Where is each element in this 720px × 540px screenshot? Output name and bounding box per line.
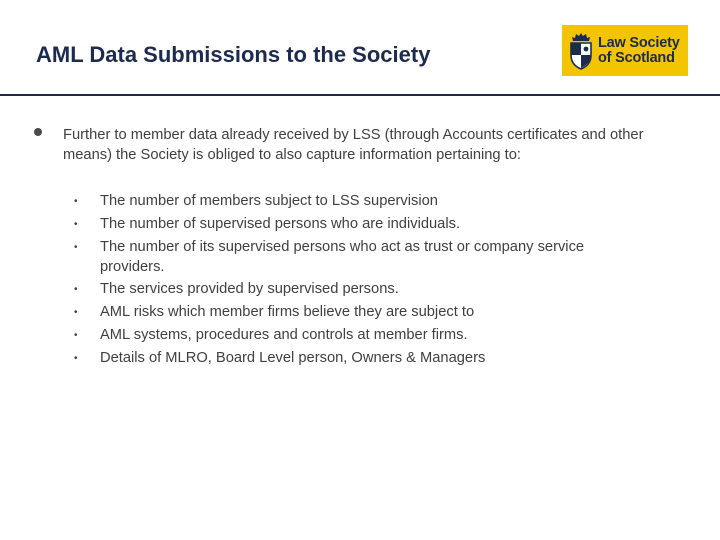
logo-line-2: of Scotland bbox=[598, 49, 675, 66]
sub-bullet-icon: • bbox=[74, 242, 78, 253]
logo-line-1: Law Society bbox=[598, 34, 680, 51]
crest-icon bbox=[568, 31, 594, 71]
main-bullet-icon bbox=[34, 128, 42, 136]
logo-wordmark bbox=[598, 36, 680, 66]
list-item: The number of its supervised persons who act as trust or company service providers. bbox=[100, 239, 585, 275]
slide-title: AML Data Submissions to the Society bbox=[36, 42, 431, 67]
list-item: AML systems, procedures and controls at member firms. bbox=[100, 327, 468, 343]
law-society-logo bbox=[562, 25, 688, 76]
sub-bullet-icon: • bbox=[74, 219, 78, 230]
sub-bullet-icon: • bbox=[74, 307, 78, 318]
list-item: Details of MLRO, Board Level person, Owners & Managers bbox=[100, 350, 486, 366]
list-item: The number of supervised persons who are individuals. bbox=[100, 216, 461, 232]
sub-bullet-icon: • bbox=[74, 284, 78, 295]
sub-bullet-icon: • bbox=[74, 353, 78, 364]
sub-bullet-icon: • bbox=[74, 330, 78, 341]
list-item: The services provided by supervised persons. bbox=[100, 281, 399, 297]
title-divider bbox=[0, 94, 720, 96]
sub-bullet-icon: • bbox=[74, 196, 78, 207]
intro-paragraph: Further to member data already received by LSS (through Accounts certificates and other means) the Society is obliged to also capture information pertaining to: bbox=[63, 127, 644, 163]
list-item: AML risks which member firms believe they are subject to bbox=[100, 304, 475, 320]
list-item: The number of members subject to LSS supervision bbox=[100, 193, 438, 209]
